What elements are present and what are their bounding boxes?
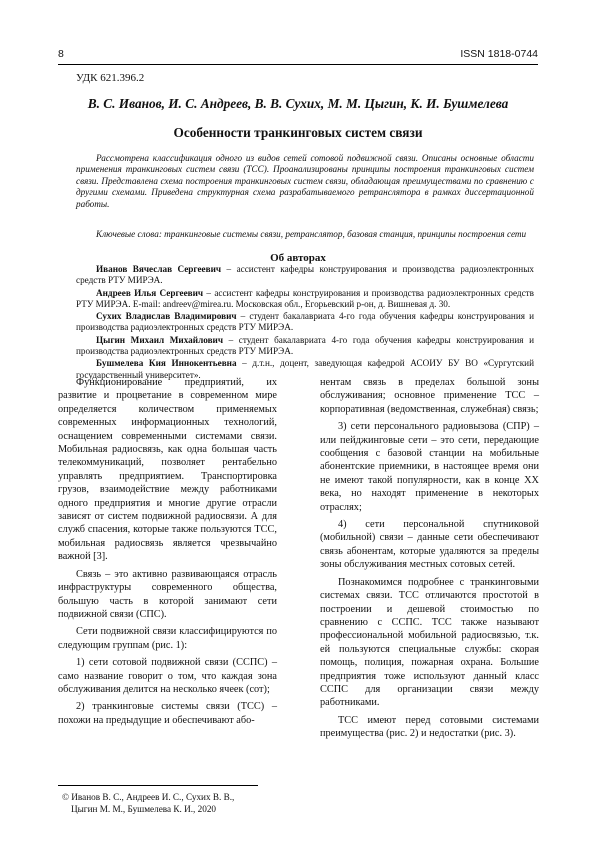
article-authors: В. С. Иванов, И. С. Андреев, В. В. Сухих, М. М. Цыгин, К. И. Бушмелева — [58, 96, 538, 112]
footnote-line: © Иванов В. С., Андреев И. С., Сухих В. В., — [62, 792, 292, 804]
body-paragraph: 2) транкинговые системы связи (ТСС) – похожи на предыдущие и обеспечивают або- — [58, 700, 277, 727]
author-bio — [76, 335, 534, 358]
body-paragraph: 3) сети персонального радиовызова (СПР) – или пейджинговые сети – это сети, передающие сообщения с базовой станции на мобильные абонентские приемники, в настоящее время они не имеют такой популярности, как в конце ХХ века, но находят применение в некоторых отраслях; — [320, 420, 539, 514]
body-paragraph: 4) сети персональной спутниковой (мобильной) связи – данные сети обеспечивают связь абонентам, которые удаляются за пределы зоны обслуживания местных сотовых сетей. — [320, 518, 539, 572]
footnote-line: Цыгин М. М., Бушмелева К. И., 2020 — [62, 804, 292, 816]
body-paragraph: Сети подвижной связи классифицируются по следующим группам (рис. 1): — [58, 625, 277, 652]
about-authors — [76, 264, 534, 382]
body-paragraph: Функционирование предприятий, их развитие и процветание в современном мире определяется количеством применяемых современных информационных технологий, оснащением современными системами связи. Мобильная радиосвязь, как одна большая часть телекоммуникаций, позволяет рентабельно управлять предприятием. Транспортировка грузов, взаимодействие между работниками одного предприятия и многие другие отрасли зависят от систем подвижной радиосвязи. А для служб спасения, которые также пользуются ТСС, мобильная радиосвязь является чрезвычайно важной [3]. — [58, 376, 277, 564]
issn-label: ISSN 1818-0744 — [460, 48, 538, 60]
copyright-footnote — [62, 792, 292, 815]
author-description: – ассистент кафедры конструирования и производства радиоэлектронных средств РТУ МИРЭА. — [76, 264, 534, 285]
author-name: Сухих Владислав Владимирович — [96, 311, 237, 321]
author-name: Бушмелева Кия Иннокентьевна — [96, 358, 237, 368]
author-name: Иванов Вячеслав Сергеевич — [96, 264, 221, 274]
body-paragraph: Познакомимся подробнее с транкинговыми системах связи. ТСС отличаются простотой в построении и дешевой стоимостью по сравнению с ССПС. ТСС также называют профессиональной мобильной радиосвязью, т.к. ей пользуются специальные службы: скорая помощь, полиция, пожарная охрана. Большие предприятия тоже используют данный класс ССПС для организации связи между работниками. — [320, 576, 539, 710]
author-name: Цыгин Михаил Михайлович — [96, 335, 223, 345]
author-bio — [76, 311, 534, 334]
body-column-left — [58, 376, 277, 731]
author-description: – ассистент кафедры конструирования и производства радиоэлектронных средств РТУ МИРЭА. E-mail: andreev@mirea.ru. Московская обл., Егорьевский р-он, д. Вишневая д. 30. — [76, 288, 534, 309]
journal-page — [0, 0, 600, 848]
body-paragraph: 1) сети сотовой подвижной связи (ССПС) – само название говорит о том, что каждая зона обслуживания делится на несколько ячеек (сот); — [58, 656, 277, 696]
udk-code: УДК 621.396.2 — [76, 72, 144, 84]
author-name: Андреев Илья Сергеевич — [96, 288, 203, 298]
body-paragraph: Связь – это активно развивающаяся отрасль инфраструктуры современного общества, большую часть в которой занимают сети подвижной связи (СПС). — [58, 568, 277, 622]
article-title: Особенности транкинговых систем связи — [58, 125, 538, 141]
author-description: – студент бакалавриата 4-го года обучения кафедры конструирования и производства радиоэлектронных средств РТУ МИРЭА. — [76, 311, 534, 332]
about-authors-heading: Об авторах — [58, 252, 538, 264]
author-bio — [76, 288, 534, 311]
body-column-right — [320, 376, 539, 745]
abstract: Рассмотрена классификация одного из видов сетей сотовой подвижной связи. Описаны основные области применения транкинговых систем связи (ТСС). Проанализированы принципы построения транкинговых систем связи. Представлена схема построения транкинговых систем связи, обладающая преимуществами по сравнению с другими схемами. Приведена структурная схема разрабатываемого ретранслятора в рамках диссертационной работы. — [76, 153, 534, 210]
author-description: – д.т.н., доцент, заведующая кафедрой АСОИУ БУ ВО «Сургутский государственный университет». — [76, 358, 534, 379]
footnote-rule — [58, 785, 258, 786]
author-description: – студент бакалавриата 4-го года обучения кафедры конструирования и производства радиоэлектронных средств РТУ МИРЭА. — [76, 335, 534, 356]
body-paragraph: нентам связь в пределах большой зоны обслуживания; основное применение ТСС – корпоративная (ведомственная, служебная) связь; — [320, 376, 539, 416]
page-number: 8 — [58, 48, 64, 60]
body-paragraph: ТСС имеют перед сотовыми системами преимущества (рис. 2) и недостатки (рис. 3). — [320, 714, 539, 741]
author-bio — [76, 264, 534, 287]
header-rule — [58, 64, 538, 65]
keywords: Ключевые слова: транкинговые системы связи, ретранслятор, базовая станция, принципы построения сети — [76, 229, 534, 240]
